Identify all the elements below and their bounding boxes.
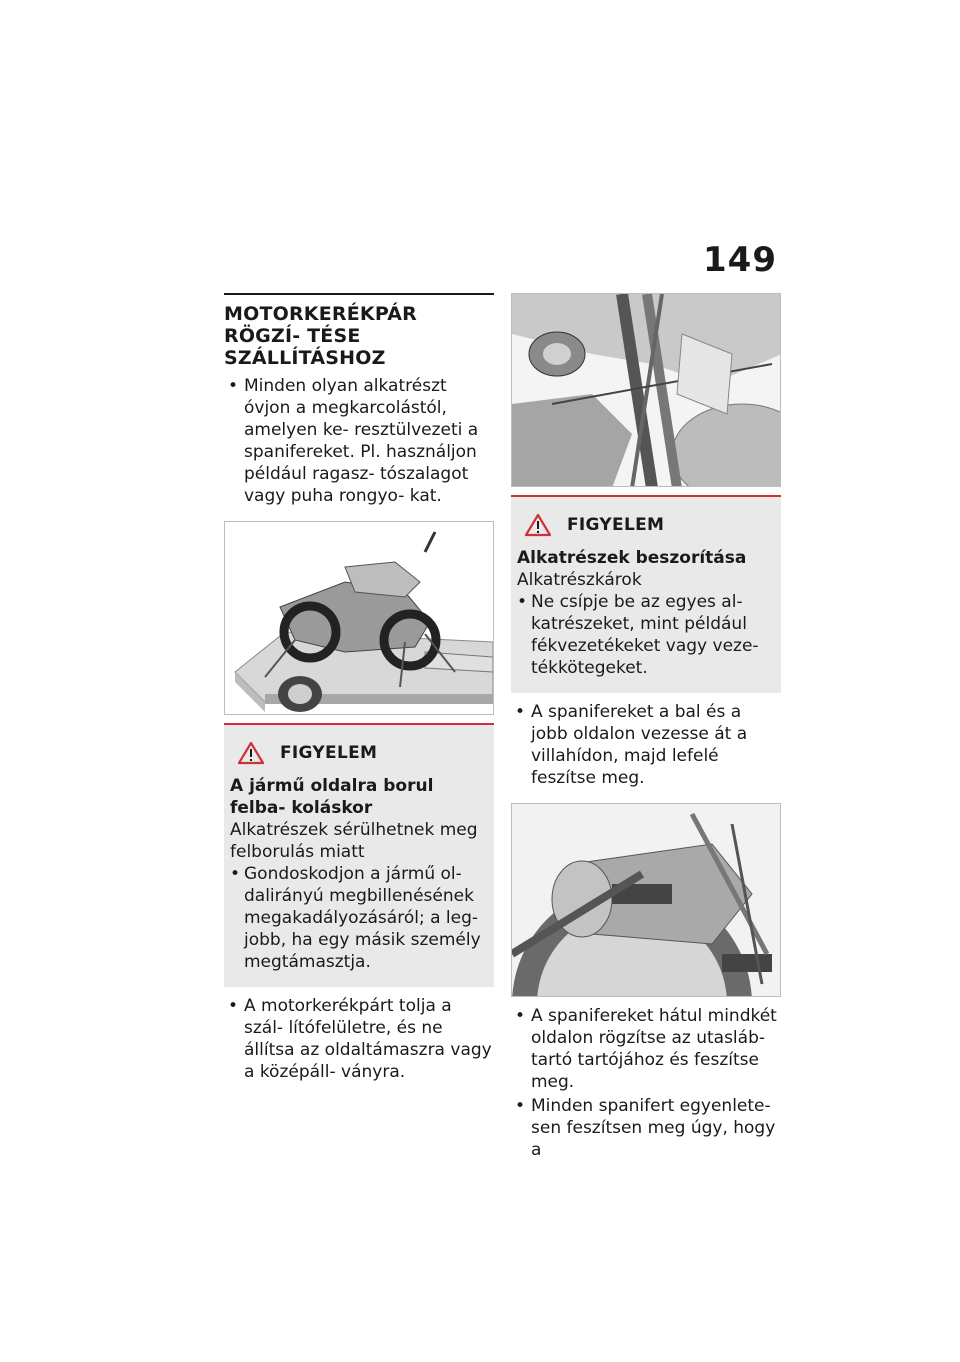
page-number: 149 <box>703 240 777 280</box>
warning-label: FIGYELEM <box>280 743 378 763</box>
warning-label: FIGYELEM <box>567 515 665 535</box>
warning-text: Alkatrészek sérülhetnek meg felborulás miatt <box>230 820 478 862</box>
warning-box <box>224 723 494 987</box>
list-item: • Minden spanifert egyenlete- sen feszítsen meg úgy, hogy a <box>511 1095 781 1161</box>
fork-strap-image <box>511 293 781 487</box>
bullet-list <box>511 701 781 789</box>
right-column <box>511 293 781 1163</box>
section-divider <box>224 293 494 295</box>
warning-title: A jármű oldalra borul felba- koláskor <box>230 776 434 818</box>
warning-bullet-list <box>517 591 775 679</box>
motorcycle-on-trailer-image <box>224 521 494 715</box>
warning-header <box>230 741 488 765</box>
bullet-list <box>511 1005 781 1161</box>
section-title: MOTORKERÉKPÁR RÖGZÍ- TÉSE SZÁLLÍTÁSHOZ <box>224 303 417 369</box>
warning-box <box>511 495 781 693</box>
warning-bullet-list <box>230 863 488 973</box>
left-column <box>224 293 494 1085</box>
list-item: • Gondoskodjon a jármű ol- dalirányú megbillenésének megakadályozásáról; a leg- jobb, ha egy másik személy megtámasztja. <box>230 863 488 973</box>
warning-header <box>517 513 775 537</box>
warning-triangle-icon <box>525 513 551 537</box>
list-item: • Minden olyan alkatrészt óvjon a megkarcolástól, amelyen ke- resztülvezeti a spanifereket. Pl. használjon például ragasz- tószalagot vagy puha rongyo- kat. <box>224 375 494 507</box>
bullet-list <box>224 995 494 1083</box>
bullet-list <box>224 375 494 507</box>
rear-footrest-strap-image <box>511 803 781 997</box>
warning-title: Alkatrészek beszorítása <box>517 548 747 568</box>
list-item: • A spanifereket a bal és a jobb oldalon vezesse át a villahídon, majd lefelé feszítse meg. <box>511 701 781 789</box>
warning-triangle-icon <box>238 741 264 765</box>
list-item: • A motorkerékpárt tolja a szál- lítófelületre, és ne állítsa az oldaltámaszra vagy a középáll- ványra. <box>224 995 494 1083</box>
list-item: • Ne csípje be az egyes al- katrészeket, mint például fékvezetékeket vagy veze- tékkötegeket. <box>517 591 775 679</box>
warning-text: Alkatrészkárok <box>517 570 642 590</box>
list-item: • A spanifereket hátul mindkét oldalon rögzítse az utasláb- tartó tartójához és feszítse meg. <box>511 1005 781 1093</box>
